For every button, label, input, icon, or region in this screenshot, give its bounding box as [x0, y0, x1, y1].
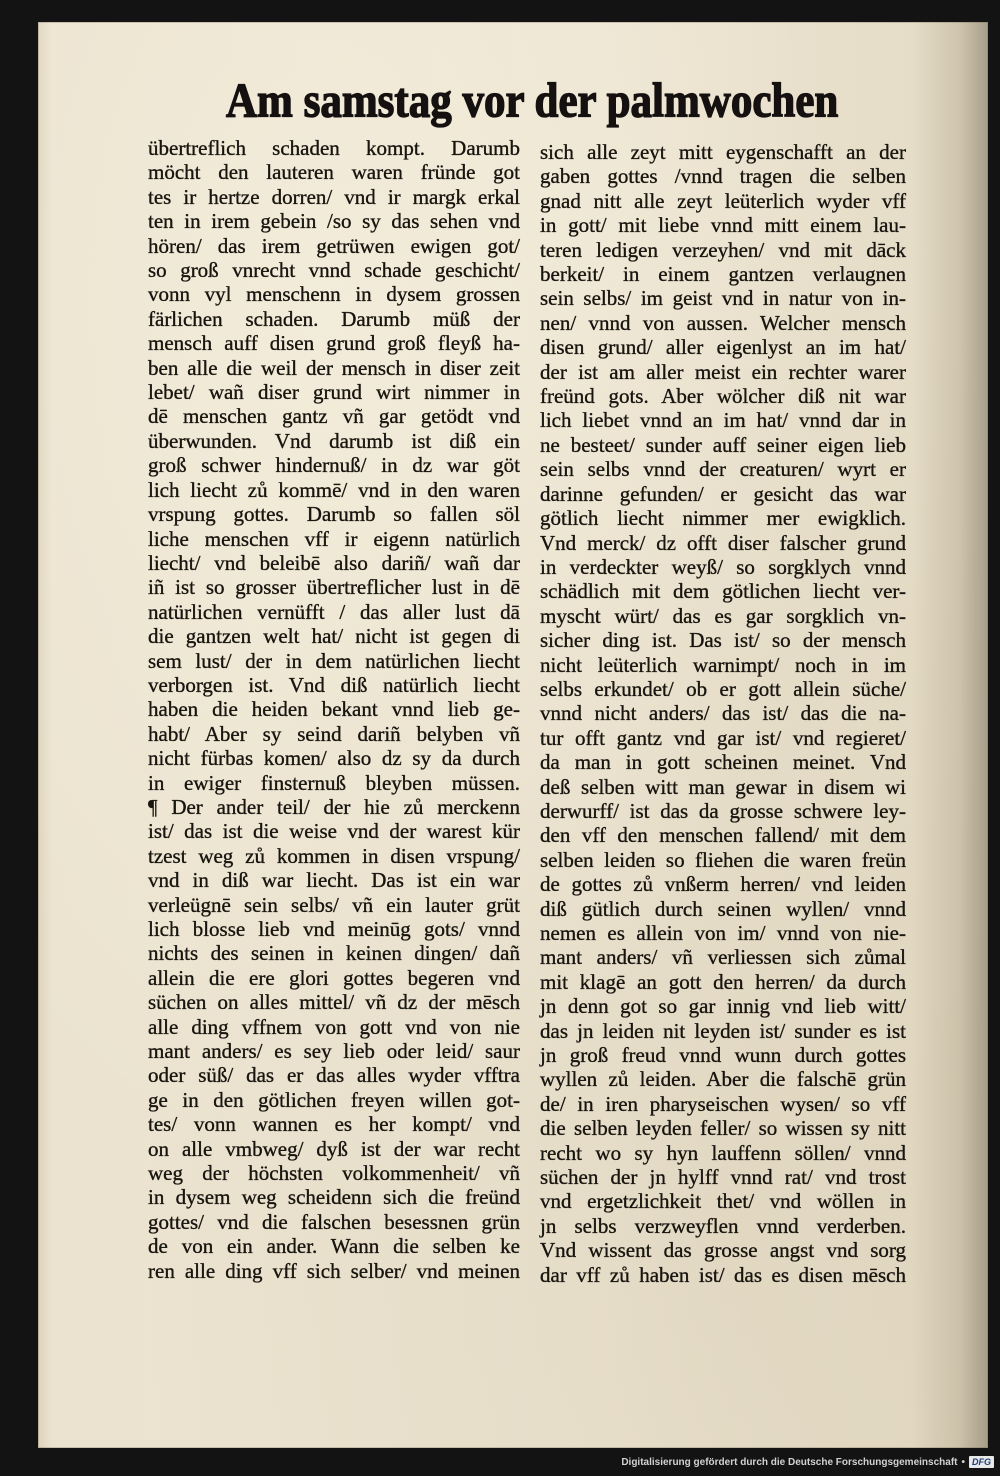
- text-line: diß gütlich durch seinen wyllen/ vnnd: [540, 896, 906, 921]
- text-line: färlichen schaden. Darumb müß der: [148, 306, 520, 331]
- dfg-logo: DFG: [969, 1456, 994, 1468]
- text-line: hören/ das irem getrüwen ewigen got/: [148, 233, 520, 258]
- text-line: nen/ vnnd von aussen. Welcher mensch: [540, 310, 906, 335]
- text-line: lich liecht zů kommē/ vnd in den waren: [148, 477, 520, 502]
- text-line: vonn vyl menschenn in dysem grossen: [148, 282, 520, 307]
- text-line: berkeit/ in einem gantzen verlaugnen: [540, 262, 906, 287]
- text-line: vrspung gottes. Darumb so fallen söl: [148, 502, 520, 527]
- text-line: recht wo sy hyn lauffenn söllen/ vnnd: [540, 1140, 906, 1165]
- text-line: vnd ergetzlichkeit thet/ vnd wöllen in: [540, 1189, 906, 1214]
- text-line: schädlich mit dem götlichen liecht ver-: [540, 579, 906, 604]
- text-line: on alle vmbweg/ dyß ist der war recht: [148, 1136, 520, 1161]
- text-line: jn groß freud vnnd wunn durch gottes: [540, 1043, 906, 1068]
- text-line: die selben leyden feller/ so wissen sy nitt: [540, 1116, 906, 1141]
- text-line: lich liebet vnnd an im hat/ vnnd dar in: [540, 408, 906, 433]
- text-line: de/ in iren pharyseischen wysen/ so vff: [540, 1091, 906, 1116]
- text-line: liche menschen vff ir eigenn natürlich: [148, 526, 520, 551]
- text-line: Vnd wissent das grosse angst vnd sorg: [540, 1238, 906, 1263]
- text-line: sein selbs vnnd der creaturen/ wyrt er: [540, 457, 906, 482]
- text-line: sicher ding ist. Das ist/ so der mensch: [540, 628, 906, 653]
- text-line: mit klagē an gott den herren/ da durch: [540, 969, 906, 994]
- text-line: alle ding vffnem von gott vnd von nie: [148, 1014, 520, 1039]
- text-line: allein die ere glori gottes begeren vnd: [148, 965, 520, 990]
- digitization-credit: [621, 1454, 994, 1470]
- text-line: gaben gottes /vnnd tragen die selben: [540, 164, 906, 189]
- text-line: sein selbs/ im geist vnd in natur von in-: [540, 286, 906, 311]
- text-line: die gantzen welt hat/ nicht ist gegen di: [148, 624, 520, 649]
- text-line: da man in gott scheinen meinet. Vnd: [540, 750, 906, 775]
- text-line: lich blosse lieb vnd meinūg gots/ vnnd: [148, 917, 520, 941]
- text-line: lebet/ wañ diser grund wirt nimmer in: [148, 380, 520, 405]
- text-line: so groß vnrecht vnnd schade geschicht/: [148, 258, 520, 283]
- text-line: tes ir hertze dorren/ vnd ir margk erkal: [148, 184, 520, 209]
- text-line: ne besteet/ sunder auff seiner eigen lieb: [540, 432, 906, 457]
- text-line: mant anders/ es sey lieb oder leid/ saur: [148, 1039, 520, 1064]
- text-line: freünd gots. Aber wölcher diß nit war: [540, 384, 906, 409]
- text-line: tur offt gantz vnd gar ist/ vnd regieret/: [540, 725, 906, 750]
- text-line: übertreflich schaden kompt. Darumb: [148, 136, 520, 160]
- text-line: der ist am aller meist ein rechter warer: [540, 359, 906, 384]
- text-line: dē menschen gantz vñ gar getödt vnd: [148, 404, 520, 429]
- text-line: götlich liecht nimmer mer ewigklich.: [540, 506, 906, 531]
- text-line: mant anders/ vñ verliessen sich zůmal: [540, 945, 906, 970]
- text-line: iñ ist so grosser übertreflicher lust in dē: [148, 575, 520, 600]
- text-line: möcht den lauteren waren fründe got: [148, 160, 520, 185]
- text-line: groß schwer hindernuß/ in dz war göt: [148, 453, 520, 478]
- text-line: tes/ vonn wannen es her kompt/ vnd: [148, 1112, 520, 1137]
- text-line: gottes/ vnd die falschen besessnen grün: [148, 1209, 520, 1234]
- text-line: ge in den götlichen freyen willen got-: [148, 1087, 520, 1112]
- text-line: nemen es allein von im/ vnnd von nie-: [540, 921, 906, 945]
- text-line: oder süß/ das er das alles wyder vfftra: [148, 1063, 520, 1088]
- text-line: in verdeckter weyß/ so sorgklych vnnd: [540, 554, 906, 579]
- text-line: tzest weg zů kommen in disen vrspung/: [148, 843, 520, 868]
- book-page: [38, 22, 988, 1448]
- text-line: mensch auff disen grund groß fleyß ha-: [148, 331, 520, 356]
- text-line: den vff den menschen fallend/ mit dem: [540, 823, 906, 848]
- text-line: überwunden. Vnd darumb ist diß ein: [148, 428, 520, 453]
- text-line: wyllen zů leiden. Aber die falschē grün: [540, 1067, 906, 1092]
- text-line: Vnd merck/ dz offt diser falscher grund: [540, 530, 906, 555]
- text-line: ben alle die weil der mensch in diser zeit: [148, 355, 520, 380]
- text-line: haben die heiden bekant vnnd lieb ge-: [148, 697, 520, 722]
- digitization-credit-text: Digitalisierung gefördert durch die Deutsche Forschungsgemeinschaft: [621, 1456, 958, 1468]
- text-line: verborgen ist. Vnd diß natürlich liecht: [148, 672, 520, 697]
- text-line: verleügnē sein selbs/ vñ ein lauter grüt: [148, 892, 520, 917]
- credit-separator: •: [961, 1456, 965, 1468]
- page-running-title: Am samstag vor der palmwochen: [226, 75, 839, 128]
- text-line: sich alle zeyt mitt eygenschafft an der: [540, 140, 906, 164]
- text-line: darinne gefunden/ er gesicht das war: [540, 481, 906, 506]
- text-line: selben leiden so fliehen die waren freün: [540, 847, 906, 872]
- text-line: vnnd nicht anders/ das ist/ das die na-: [540, 701, 906, 726]
- text-line: derwurff/ ist das da grosse schwere ley-: [540, 798, 906, 823]
- text-line: habt/ Aber sy seind dariñ belyben vñ: [148, 721, 520, 746]
- text-line: de gottes zů vnßerm herren/ vnd leiden: [540, 872, 906, 897]
- text-line: natürlichen vernüfft / das aller lust dā: [148, 599, 520, 624]
- text-line: selbs erkundet/ ob er gott allein süche/: [540, 676, 906, 701]
- text-line: nicht leüterlich warnimpt/ noch in im: [540, 652, 906, 677]
- text-line: ten in irem gebein /so sy das sehen vnd: [148, 209, 520, 234]
- left-column: [148, 136, 520, 1283]
- text-line: dar vff zů haben ist/ das es disen mēsch: [540, 1262, 906, 1287]
- text-line: in gott/ mit liebe vnnd mitt einem lau-: [540, 213, 906, 238]
- text-line: jn denn got so gar innig vnd lieb witt/: [540, 994, 906, 1019]
- text-line: ist/ das ist die weise vnd der warest kür: [148, 819, 520, 844]
- text-line: disen grund/ aller eigenlyst an im hat/: [540, 335, 906, 360]
- text-line: nicht fürbas komen/ also dz sy da durch: [148, 746, 520, 771]
- text-line: weg der höchsten volkommenheit/ vñ: [148, 1161, 520, 1186]
- text-line: myscht würt/ das es gar sorgklich vn-: [540, 603, 906, 628]
- text-line: teren ledigen verzeyhen/ vnd mit dāck: [540, 237, 906, 262]
- text-line: nichts des seinen in keinen dingen/ dañ: [148, 941, 520, 966]
- text-line: süchen on alles mittel/ vñ dz der mēsch: [148, 990, 520, 1015]
- text-line: das jn leiden nit leyden ist/ sunder es ist: [540, 1018, 906, 1043]
- text-line: de von ein ander. Wann die selben ke: [148, 1234, 520, 1259]
- text-line: deß selben witt man gewar in disem wi: [540, 774, 906, 799]
- right-column: [540, 140, 906, 1287]
- text-line: ren alle ding vff sich selber/ vnd meinen: [148, 1258, 520, 1283]
- text-line: süchen der jn hylff vnnd rat/ vnd trost: [540, 1165, 906, 1190]
- text-line: ¶ Der ander teil/ der hie zů merckenn: [148, 794, 520, 819]
- text-line: liecht/ vnd beleibē also dariñ/ wañ dar: [148, 550, 520, 575]
- text-line: gnad nitt alle zeyt leüterlich wyder vff: [540, 188, 906, 213]
- text-line: sem lust/ der in dem natürlichen liecht: [148, 648, 520, 673]
- text-line: in ewiger finsternuß bleyben müssen.: [148, 770, 520, 795]
- text-line: in dysem weg scheidenn sich die freünd: [148, 1185, 520, 1210]
- text-line: jn selbs verzweyflen vnnd verderben.: [540, 1213, 906, 1238]
- text-line: vnd in diß war liecht. Das ist ein war: [148, 868, 520, 893]
